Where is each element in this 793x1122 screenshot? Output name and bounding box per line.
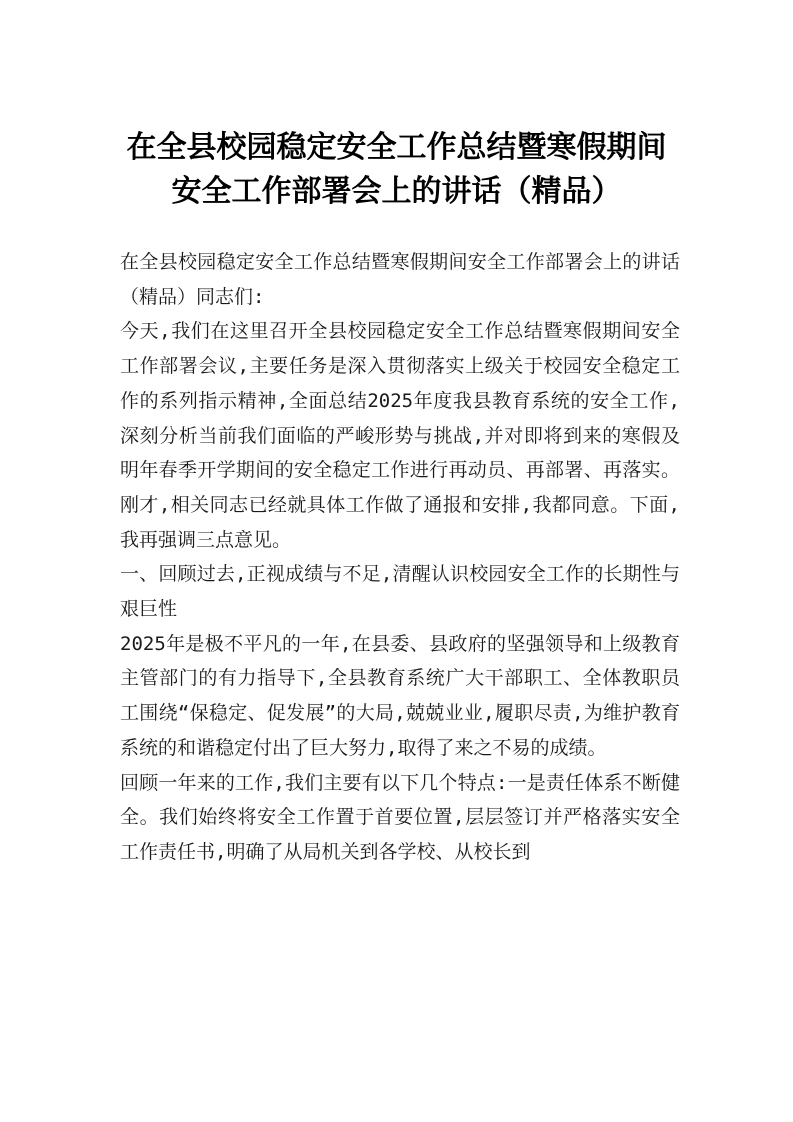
paragraph-review: 2025年是极不平凡的一年,在县委、县政府的坚强领导和上级教育主管部门的有力指导下,全县教育系统广大干部职工、全体教职员工围绕“保稳定、促发展”的大局,兢兢业业,履职尽责,为维护教育系统的和谐稳定付出了巨大努力,取得了来之不易的成绩。 bbox=[120, 632, 680, 759]
document-title-line-1: 在全县校园稳定安全工作总结暨寒假期间 bbox=[126, 130, 667, 165]
section-heading-1: 一、回顾过去,正视成绩与不足,清醒认识校园安全工作的长期性与艰巨性 bbox=[120, 563, 680, 621]
paragraph-intro: 今天,我们在这里召开全县校园稳定安全工作总结暨寒假期间安全工作部署会议,主要任务是深入贯彻落实上级关于校园安全稳定工作的系列指示精神,全面总结2025年度我县教育系统的安全工作,深刻分析当前我们面临的严峻形势与挑战,并对即将到来的寒假及明年春季开学期间的安全稳定工作进行再动员、再部署、再落实。刚才,相关同志已经就具体工作做了通报和安排,我都同意。下面,我再强调三点意见。 bbox=[120, 320, 680, 551]
document-body bbox=[120, 245, 680, 870]
paragraph-greeting: 在全县校园稳定安全工作总结暨寒假期间安全工作部署会上的讲话（精品）同志们: bbox=[120, 251, 680, 308]
document-title-line-2: 安全工作部署会上的讲话（精品） bbox=[171, 174, 622, 209]
paragraph-features: 回顾一年来的工作,我们主要有以下几个特点:一是责任体系不断健全。我们始终将安全工作置于首要位置,层层签订并严格落实安全工作责任书,明确了从局机关到各学校、从校长到 bbox=[120, 771, 680, 863]
